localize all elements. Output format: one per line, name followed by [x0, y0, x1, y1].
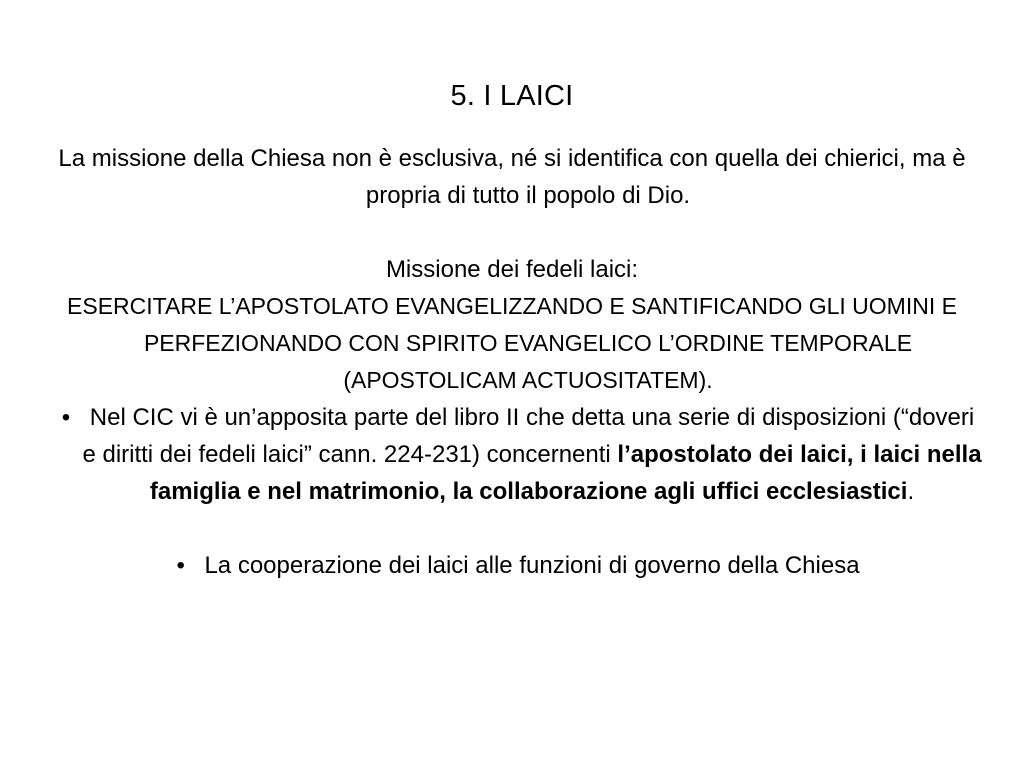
bullet-item-cic: [40, 399, 984, 510]
mission-heading: Missione dei fedeli laici:: [385, 256, 639, 283]
bullet-icon: •: [176, 552, 185, 579]
slide-body: [40, 140, 984, 584]
bullet-bold-text: l’apostolato dei laici, i laici nella famiglia e nel matrimonio, la collaborazione agli uffici ecclesiastici: [149, 441, 982, 505]
bullet-text: Nel CIC vi è un’apposita parte del libro II che detta una serie di disposizioni (“doveri e diritti dei fedeli laici” cann. 224-231) concernenti: [82, 404, 975, 468]
bullet-item-cooperazione: [40, 547, 984, 584]
bullet-text-end: .: [907, 478, 915, 505]
slide-title: 5. I LAICI: [450, 80, 574, 112]
intro-paragraph: La missione della Chiesa non è esclusiva, né si identifica con quella dei chierici, ma è propria di tutto il popolo di Dio.: [58, 145, 966, 209]
bullet-text: La cooperazione dei laici alle funzioni di governo della Chiesa: [204, 552, 860, 579]
bullet-icon: •: [61, 404, 71, 431]
mission-text: ESERCITARE L’APOSTOLATO EVANGELIZZANDO E SANTIFICANDO GLI UOMINI E PERFEZIONANDO CON SPIRITO EVANGELICO L’ORDINE TEMPORALE (APOSTOLICAM ACTUOSITATEM).: [67, 293, 957, 393]
